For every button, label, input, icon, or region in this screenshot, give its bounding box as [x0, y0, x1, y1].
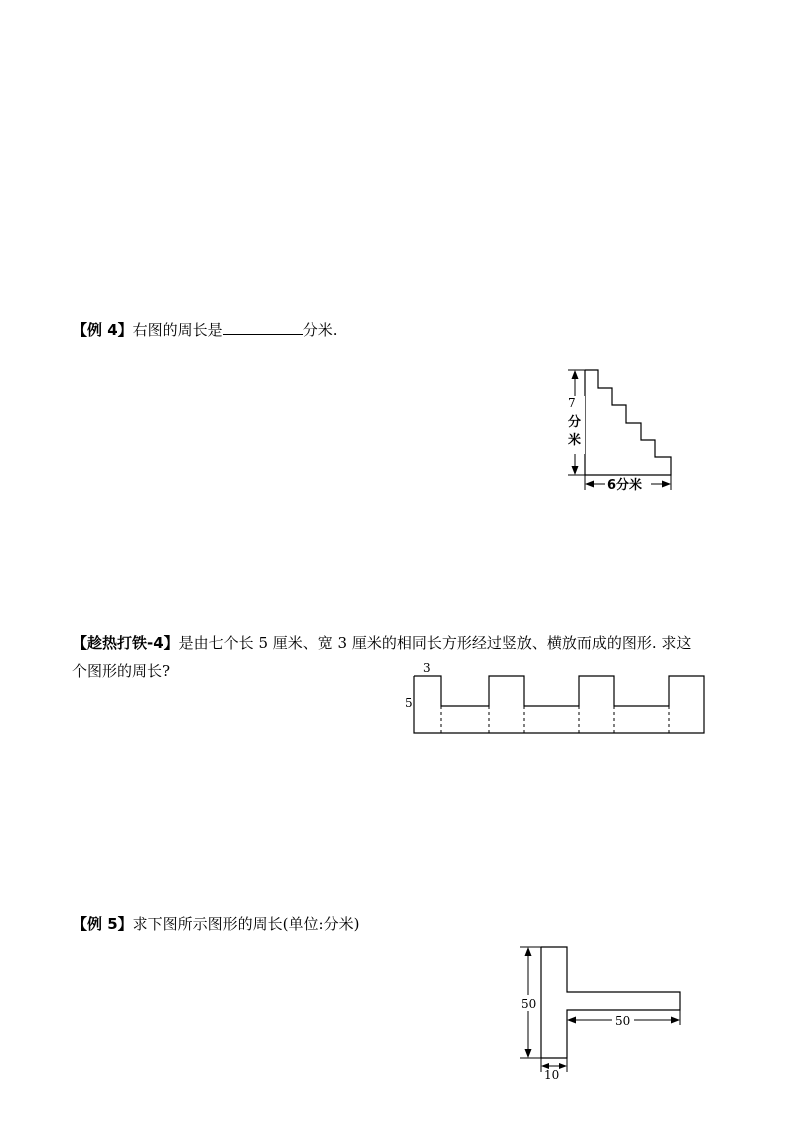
height-unit-1: 分: [568, 415, 582, 430]
example-4-question: [72, 316, 337, 344]
answer-blank[interactable]: [223, 320, 303, 335]
staircase-outline: [585, 370, 671, 475]
width-label: 6分米: [607, 478, 643, 493]
arm-label: 50: [615, 1014, 631, 1028]
example-5-tag: 【例 5】: [72, 915, 133, 933]
rectangles-figure: [398, 658, 708, 738]
t-shape-figure: [515, 940, 690, 1080]
example-4-text-before: 右图的周长是: [132, 321, 223, 339]
example-4-text-after: 分米.: [302, 321, 338, 339]
t-shape-outline: [541, 947, 680, 1058]
top-label: 3: [423, 661, 431, 675]
height-unit-2: 米: [568, 433, 582, 448]
side-label: 5: [405, 696, 413, 710]
practice-4-text-1: 是由七个长 5 厘米、宽 3 厘米的相同长方形经过竖放、横放而成的图形. 求这: [178, 634, 692, 652]
staircase-figure: [555, 360, 685, 495]
example-4-tag: 【例 4】: [72, 321, 133, 339]
height-label: 50: [521, 997, 537, 1011]
width-label: 10: [544, 1068, 560, 1082]
practice-4-line-2: 个图形的周长?: [72, 662, 171, 680]
example-5-question: [72, 910, 359, 938]
example-5-text: 求下图所示图形的周长(单位:分米): [132, 915, 360, 933]
practice-4-tag: 【趁热打铁-4】: [72, 634, 179, 652]
practice-4-line-1: [72, 629, 732, 657]
height-number: 7: [568, 396, 576, 410]
rectangles-outline: [414, 676, 704, 733]
